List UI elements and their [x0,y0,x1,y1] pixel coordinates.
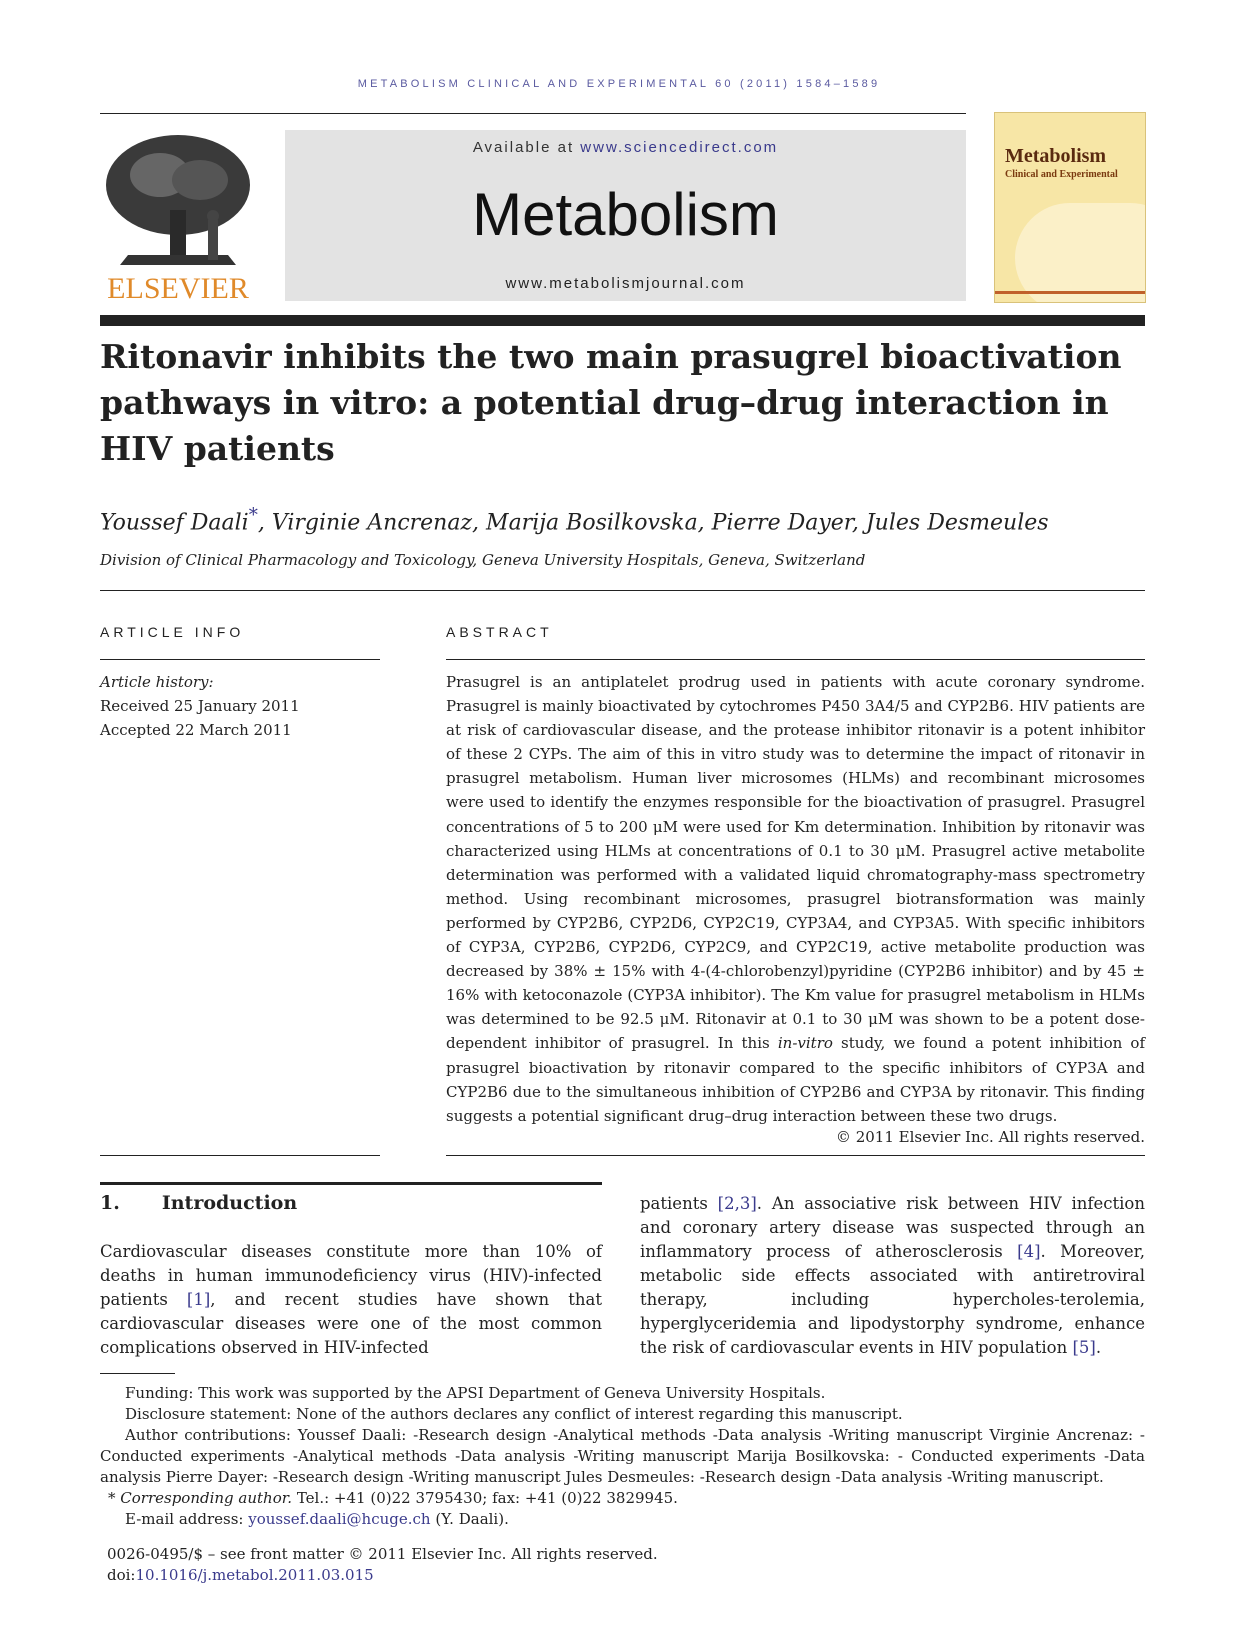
abstract-copyright: © 2011 Elsevier Inc. All rights reserved. [835,1128,1145,1146]
intro-number: 1. [100,1192,120,1214]
corresponding-note [100,1488,1145,1509]
corr-label: Corresponding author. [120,1489,293,1507]
article-title: Ritonavir inhibits the two main prasugrel bioactivation pathways in vitro: a potential drug–drug interaction in HIV patients [100,337,1122,468]
other-authors: , Virginie Ancrenaz, Marija Bosilkovska, Pierre Dayer, Jules Desmeules [257,510,1049,536]
journal-citation-line: METABOLISM CLINICAL AND EXPERIMENTAL 60 (2011) 1584–1589 [357,78,881,90]
email-link[interactable]: youssef.daali@hcuge.ch [248,1510,431,1528]
intro-left-text-b: , and recent studies have shown that cardiovascular diseases were one of the most common complications observed in HIV-infected [100,1290,602,1357]
corr-text: Tel.: +41 (0)22 3795430; fax: +41 (0)22 3829945. [292,1489,678,1507]
disclosure-note: Disclosure statement: None of the authors declares any conflict of interest regarding this manuscript. [125,1405,903,1423]
intro-right-text-d: . [1095,1338,1102,1357]
elsevier-wordmark: ELSEVIER [107,272,249,305]
received-date: Received 25 January 2011 [100,697,300,715]
funding-note: Funding: This work was supported by the APSI Department of Geneva University Hospitals. [125,1384,826,1402]
email-suffix: (Y. Daali). [430,1510,509,1528]
email-label: E-mail address: [125,1510,249,1528]
ref-link-2-3[interactable]: [2,3] [717,1194,757,1213]
article-info-rule [100,659,380,660]
footnotes [100,1383,1145,1586]
abstract-text [446,670,1145,1128]
abstract-italic: in-vitro [777,1034,833,1053]
abstract-part1: Prasugrel is an antiplatelet prodrug used in patients with acute coronary syndrome. Prasugrel is mainly bioactivated by cytochromes P450 3A4/5 and CYP2B6. HIV patients are at risk of cardiovascular disease, and the protease inhibitor ritonavir is a potent inhibitor of these 2 CYPs. The aim of this in vitro study was to determine the impact of ritonavir in prasugrel metabolism. Human liver microsomes (HLMs) and recombinant microsomes were used to identify the enzymes responsible for the bioactivation of prasugrel. Prasugrel concentrations of 5 to 200 μM were used for Km determination. Inhibition by ritonavir was characterized using HLMs at concentrations of 0.1 to 30 μM. Prasugrel active metabolite determination was performed with a validated liquid chromatography-mass spectrometry method. Using recombinant microsomes, prasugrel biotransformation was mainly performed by CYP2B6, CYP2D6, CYP2C19, CYP3A4, and CYP3A5. With specific inhibitors of CYP3A, CYP2B6, CYP2D6, CYP2C9, and CYP2C19, active metabolite production was decreased by 38% ± 15% with 4-(4-chlorobenzyl)pyridine (CYP2B6 inhibitor) and by 45 ± 16% with ketoconazole (CYP3A inhibitor). The Km value for prasugrel metabolism in HLMs was determined to be 92.5 μM. Ritonavir at 0.1 to 30 μM was shown to be a potent dose-dependent inhibitor of prasugrel. In this [446,673,1145,1053]
article-history [100,670,380,742]
corresponding-marker[interactable]: * [248,505,258,526]
sciencedirect-link[interactable]: www.sciencedirect.com [580,139,779,156]
available-at-line [285,139,966,156]
ref-link-4[interactable]: [4] [1017,1242,1041,1261]
available-prefix: Available at [472,139,581,156]
intro-right-text-a: patients [640,1194,718,1213]
journal-name: Metabolism [472,181,779,248]
email-note [100,1509,1145,1530]
abstract-part2: study, we found a potent inhibition of prasugrel bioactivation by ritonavir compared to the specific inhibitors of CYP3A and CYP2B6 due to the simultaneous inhibition of CYP2B6 and CYP3A by ritonavir. This finding suggests a potential significant drug–drug interaction between these two drugs. [446,1034,1145,1125]
footnote-rule [100,1373,175,1374]
first-author: Youssef Daali [100,510,249,536]
intro-rule [100,1182,602,1185]
intro-left-text-a: Cardiovascular diseases constitute more than 10% of deaths in human immunodeficiency virus (HIV)-infected patients [100,1242,602,1309]
abstract-rule [446,659,1145,660]
contributions-note: Author contributions: Youssef Daali: -Research design -Analytical methods -Data analysis -Writing manuscript Virginie Ancrenaz: -Conducted experiments -Analytical methods -Data analysis -Writing manuscript Marija Bosilkovska: - Conducted experiments -Data analysis Pierre Dayer: -Research design -Writing manuscript Jules Desmeules: -Research design -Data analysis -Writing manuscript. [100,1426,1145,1486]
abstract-bottom-rule [446,1155,1145,1156]
doi-link[interactable]: 10.1016/j.metabol.2011.03.015 [135,1566,374,1584]
corr-marker: * [108,1489,116,1507]
affiliation-rule [100,590,1145,591]
intro-heading [100,1192,297,1214]
issn-note: 0026-0495/$ – see front matter © 2011 Elsevier Inc. All rights reserved. [107,1545,658,1563]
article-info-heading: ARTICLE INFO [100,624,245,640]
intro-right-column [640,1192,1145,1360]
ref-link-1[interactable]: [1] [186,1290,211,1309]
ref-link-5[interactable]: [5] [1072,1338,1096,1357]
cover-decoration [1015,203,1146,303]
history-label: Article history: [100,673,214,691]
article-info-bottom-rule [100,1155,380,1156]
header-thick-rule [100,315,1145,326]
intro-right-text-b: . An associative risk between HIV infection and coronary artery disease was suspected through an inflammatory process of atherosclerosis [640,1194,1145,1261]
intro-right-text-c: . Moreover, metabolic side effects associated with antiretroviral therapy, including hypercholes-terolemia, hyperglyceridemia and lipodystorphy syndrome, enhance the risk of cardiovascular events in HIV population [640,1242,1145,1357]
journal-cover-thumbnail [994,112,1146,303]
cover-bar [995,291,1145,294]
accepted-date: Accepted 22 March 2011 [100,721,292,739]
affiliation: Division of Clinical Pharmacology and Toxicology, Geneva University Hospitals, Geneva, Switzerland [100,551,866,569]
doi-label: doi: [107,1566,136,1584]
cover-title: Metabolism [1005,145,1107,167]
doi-note [100,1565,1145,1586]
author-list [100,505,1145,535]
cover-subtitle: Clinical and Experimental [1005,169,1118,180]
intro-left-column [100,1240,602,1360]
header-rule [100,113,966,114]
journal-url[interactable]: www.metabolismjournal.com [505,275,746,292]
intro-title: Introduction [161,1192,298,1214]
abstract-heading: ABSTRACT [446,624,553,640]
